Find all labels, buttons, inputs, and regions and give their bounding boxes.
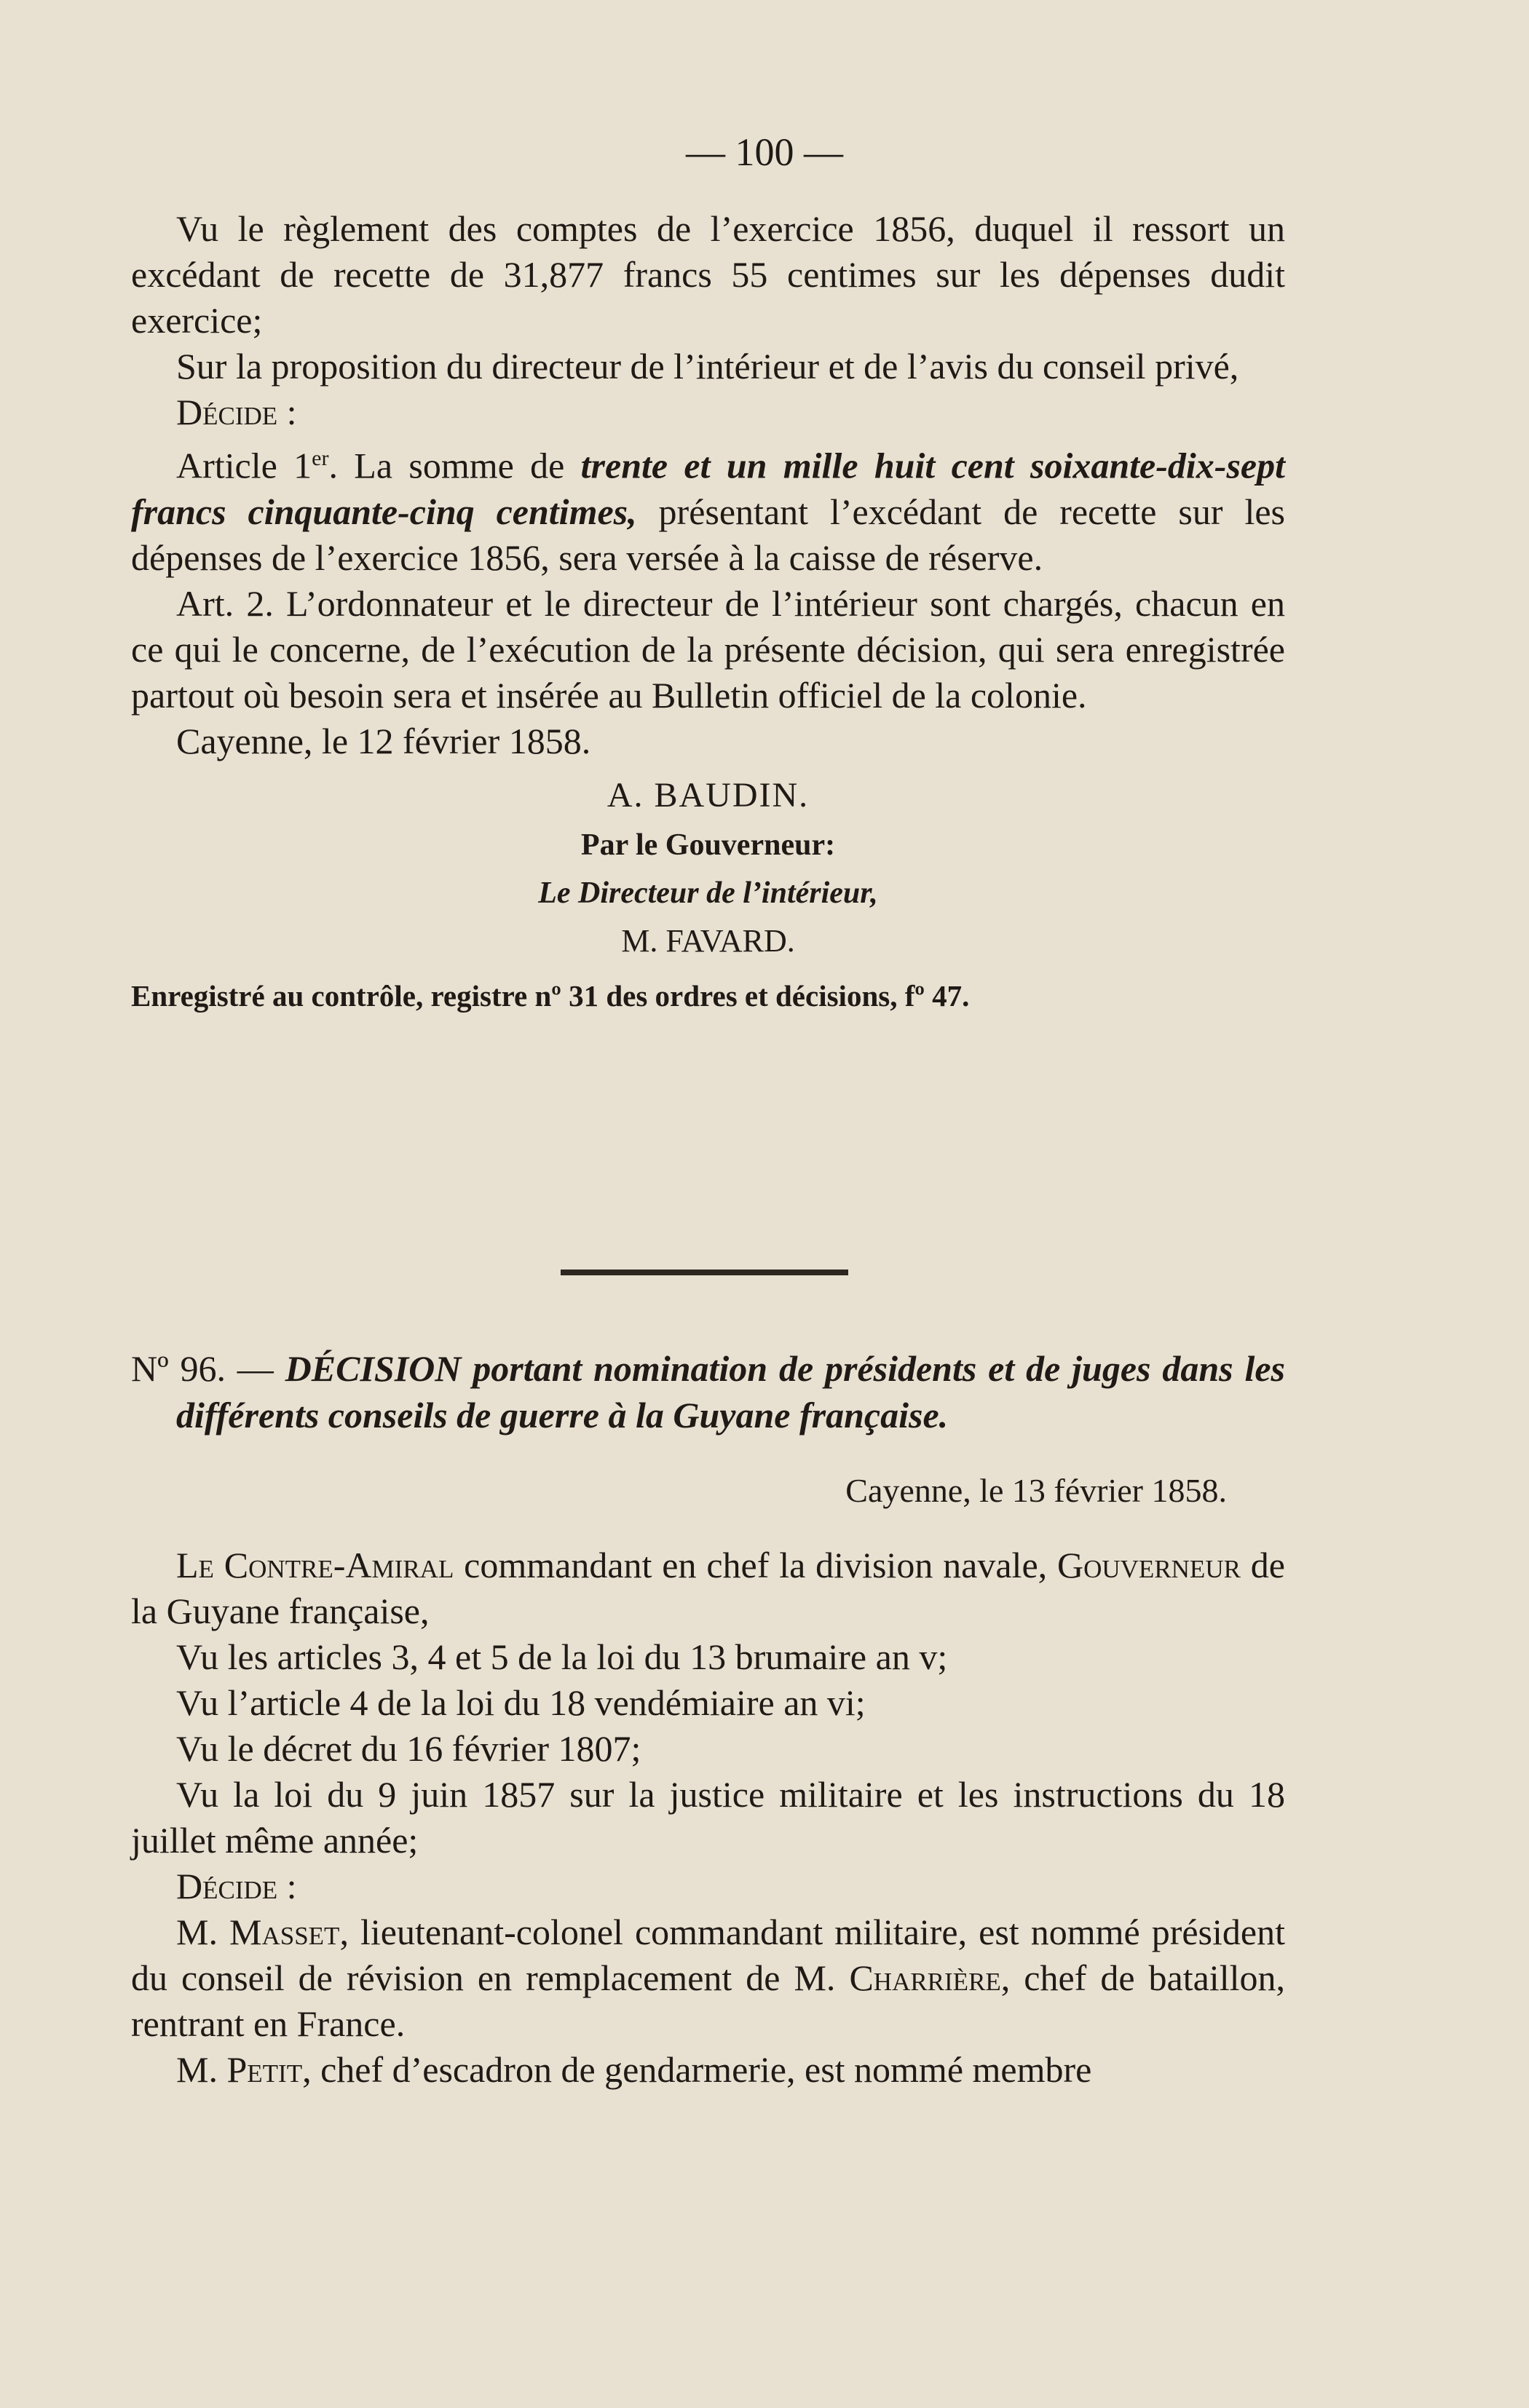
signer-favard: M. FAVARD. bbox=[621, 922, 795, 959]
paragraph-vu-reglement: Vu le règlement des comptes de l’exercice 1856, duquel il ressort un excédant de recette de 31,877 francs 55 centimes sur les dépenses dudit exercice; bbox=[131, 208, 1285, 341]
decide-heading: Décide : bbox=[176, 392, 297, 432]
article-2: Art. 2. L’ordonnateur et le directeur de l’intérieur sont chargés, chacun en ce qui le concerne, de l’exécution de la présente décision, qui sera enregistrée partout où besoin sera et insérée au Bulletin officiel de la colonie. bbox=[131, 582, 1285, 716]
decision-96-intro: Le Contre-Amiral commandant en chef la division navale, Gouverneur de la Guyane française, bbox=[131, 1545, 1285, 1631]
paragraph-proposition: Sur la proposition du directeur de l’intérieur et de l’avis du conseil privé, bbox=[176, 346, 1239, 387]
decision-96-title: Nº 96. — DÉCISION portant nomination de présidents et de juges dans les différents conseils de guerre à la Guyane française. bbox=[131, 1348, 1285, 1435]
page-number: — 100 — bbox=[686, 130, 843, 174]
registration-note: Enregistré au contrôle, registre nº 31 des ordres et décisions, fº 47. bbox=[131, 978, 970, 1013]
vu-loi: Vu la loi du 9 juin 1857 sur la justice militaire et les instructions du 18 juillet même année; bbox=[131, 1774, 1285, 1861]
decide-heading-96: Décide : bbox=[176, 1866, 297, 1906]
article-1: Article 1er. La somme de trente et un mille huit cent soixante-dix-sept francs cinquante-cinq centimes, présentant l’excédant de recette sur les dépenses de l’exercice 1856, sera versée à la caisse de réserve. bbox=[131, 445, 1285, 578]
nomination-masset: M. Masset, lieutenant-colonel commandant militaire, est nommé président du conseil de révision en remplacement de M. Charrière, chef de bataillon, rentrant en France. bbox=[131, 1912, 1285, 2044]
decision-96-body bbox=[131, 1345, 1285, 2093]
directeur-interieur: Le Directeur de l’intérieur, bbox=[538, 876, 878, 910]
vu-article-4: Vu l’article 4 de la loi du 18 vendémiaire an vi; bbox=[176, 1682, 866, 1723]
par-le-gouverneur: Par le Gouverneur: bbox=[580, 828, 836, 862]
section-divider bbox=[561, 1270, 848, 1275]
decision-95-body bbox=[131, 206, 1285, 1023]
vu-articles: Vu les articles 3, 4 et 5 de la loi du 13 brumaire an v; bbox=[176, 1636, 948, 1677]
nomination-petit: M. Petit, chef d’escadron de gendarmerie, est nommé membre bbox=[176, 2049, 1092, 2090]
vu-decret: Vu le décret du 16 février 1807; bbox=[176, 1728, 641, 1769]
decision-95-date: Cayenne, le 12 février 1858. bbox=[176, 720, 591, 761]
decision-96-date: Cayenne, le 13 février 1858. bbox=[845, 1472, 1227, 1509]
signer-baudin: A. BAUDIN. bbox=[607, 775, 810, 815]
amount-in-words: trente et un mille huit cent soixante-dix-sept francs cinquante-cinq centimes, bbox=[131, 445, 1285, 532]
